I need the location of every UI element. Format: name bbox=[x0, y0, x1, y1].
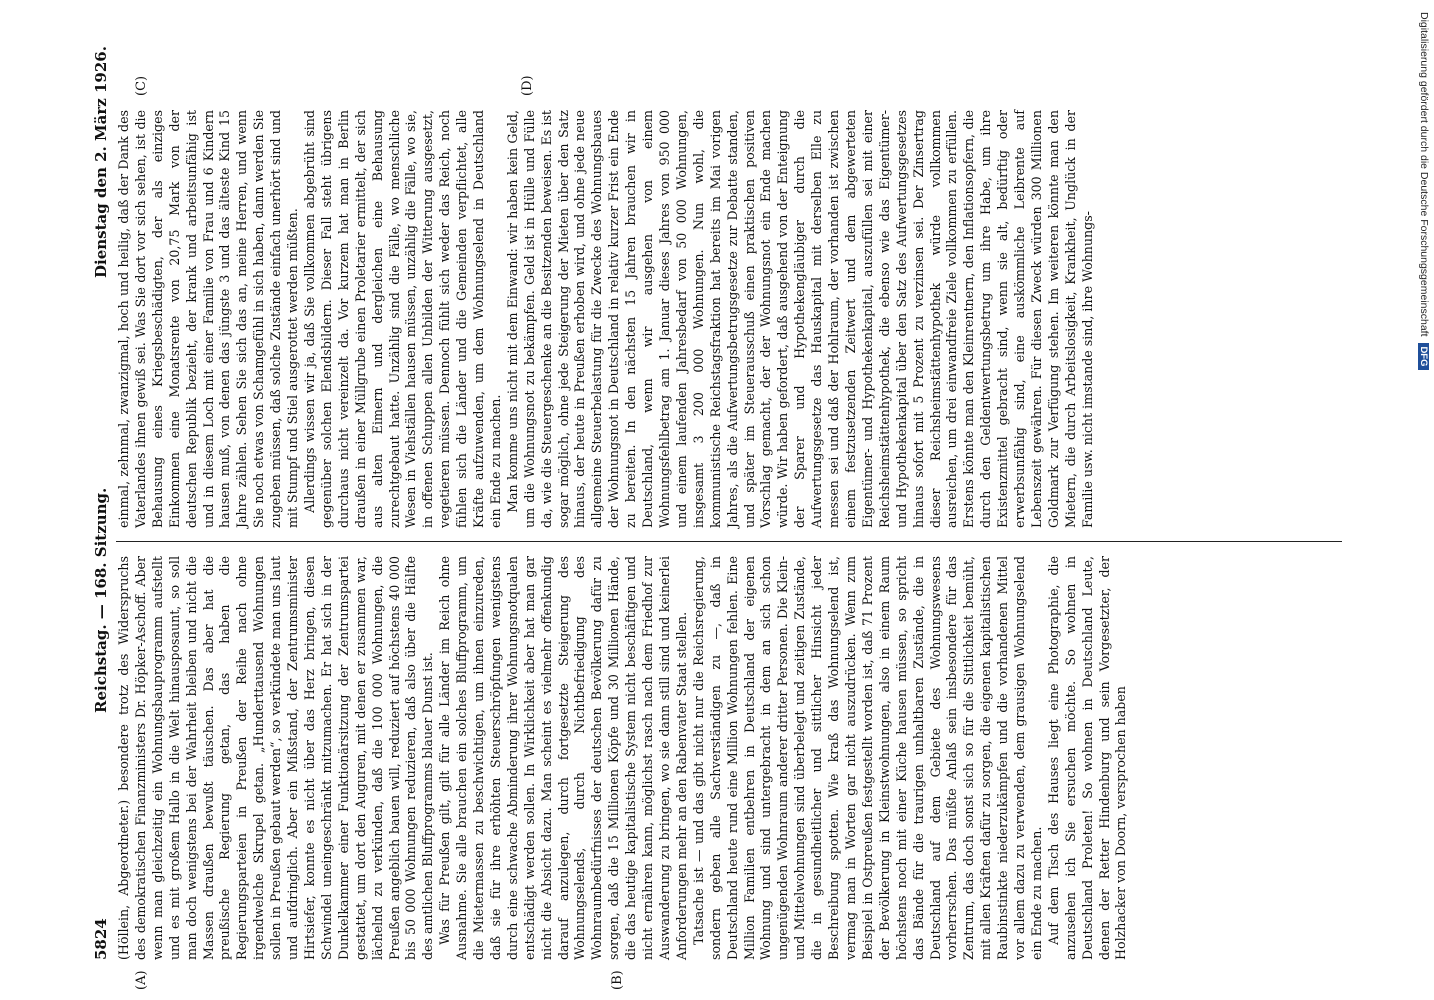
margin-marker-a: (A) bbox=[134, 970, 149, 990]
text-column-left bbox=[116, 556, 1130, 960]
paragraph: Auf dem Tisch des Hauses liegt eine Photographie, die anzusehen ich Sie ersuchen möchte. So wohnen in Deutschland Proleten! So wohnen in Deutschland Leute, denen der Retter Hindenburg und sein Vorgesetzter, der Holzhacker von Doorn, versprochen haben bbox=[1045, 556, 1129, 960]
paragraph: einmal, zehnmal, zwanzigmal, hoch und heilig, daß der Dank des Vaterlandes ihnen gewiß sei. Was Sie dort vor sich sehen, ist die Behausung eines Kriegsbeschädigten, der als einziges Einkommen eine Monatsrente von 20,75 Mark von der deutschen Republik bezieht, der krank und arbeitsunfähig ist und in diesem Loch mit einer Familie von Frau und 6 Kindern hausen muß, von denen das jüngste 3 und das älteste Kind 15 Jahre zählen. Sehen Sie sich das an, meine Herren, und wenn Sie noch etwas von Schamgefühl in sich haben, dann werden Sie zugeben müssen, daß solche Zustände einfach unerhört sind und mit Stumpf und Stiel ausgerottet werden müßten. bbox=[116, 110, 301, 528]
paragraph: Tatsache ist — und das gibt nicht nur die Reichsregierung, sondern geben alle Sachverständigen zu —, daß in Deutschland heute rund eine Million Wohnungen fehlen. Eine Million Familien entbehren in Deutschland der eigenen Wohnung und sind untergebracht in dem an sich schon ungenügenden Wohnraum anderer dritter Personen. Die Klein- und Mittelwohnungen sind überbelegt und zeitigen Zustände, die in gesundheitlicher und sittlicher Hinsicht jeder Beschreibung spotten. Wie kraß das Wohnungselend ist, vermag man in Worten gar nicht auszudrücken. Wenn zum Beispiel in Ostpreußen festgestellt worden ist, daß 71 Prozent der Bevölkerung in Kleinstwohnungen, also in einem Raum höchstens noch mit einer Küche hausen müssen, so spricht das Bände für die traurigen unhaltbaren Zustände, die in Deutschland auf dem Gebiete des Wohnungswesens vorherrschen. Das müßte Anlaß sein insbesondere für das Zentrum, das doch sonst sich so für die Sittlichkeit bemüht, mit allen Kräften dafür zu sorgen, die eigenen kapitalistischen Raubinstinkte niederzukämpfen und die vorhandenen Mittel vor allem dazu zu verwenden, dem grausigen Wohnungselend ein Ende zu machen. bbox=[690, 556, 1044, 960]
margin-marker-b: (B) bbox=[610, 970, 625, 990]
paragraph: Man komme uns nicht mit dem Einwand: wir haben kein Geld, um die Wohnungsnot zu bekämpfen. Geld ist in Hülle und Fülle da, wie die Steuergeschenke an die Besitzenden beweisen. Es ist sogar möglich, ohne jede Steigerung der Mieten über den Satz hinaus, der heute in Preußen erhoben wird, und ohne jede neue allgemeine Steuerbelastung für die Zwecke des Wohnungsbaues der Wohnungsnot in Deutschland in relativ kurzer Frist ein Ende zu bereiten. In den nächsten 15 Jahren brauchen wir in Deutschland, wenn wir ausgehen von einem Wohnungsfehlbetrag am 1. Januar dieses Jahres von 950 000 und einem laufenden Jahresbedarf von 50 000 Wohnungen, insgesamt 3 200 000 Wohnungen. Nun wohl, die kommunistische Reichstagsfraktion hat bereits im Mai vorigen Jahres, als die Aufwertungsbetrugsgesetze zur Debatte standen, und später im Steuerausschuß einen praktischen positiven Vorschlag gemacht, der der Wohnungsnot ein Ende machen würde. Wir haben gefordert, daß ausgehend von der Enteignung der Sparer und Hypothekengläubiger durch die Aufwertungsgesetze das Hauskapital mit derselben Elle zu messen sei und daß der Hohlraum, der vorhanden ist zwischen einem festzusetzenden Zeitwert und dem abgewerteten Eigentümer- und Hypothekenkapital, auszufüllen sei mit einer Reichsheimstättenhypothek, die ebenso wie das Eigentümer- und Hypothekenkapital über den Satz des Aufwertungsgesetzes hinaus sofort mit 5 Prozent zu verzinsen sei. Der Zinsertrag dieser Reichsheimstättenhypothek würde vollkommen ausreichen, um drei einwandfreie Ziele vollkommen zu erfüllen. Erstens könnte man den Kleinrentnern, den Inflationsopfern, die durch den Geldentwertungsbetrug um ihre Habe, um ihre Existenzmittel gebracht sind, wenn sie alt, bedürftig oder erwerbsunfähig sind, eine auskömmliche Leibrente auf Lebenszeit gewähren. Für diesen Zweck würden 300 Millionen Goldmark zur Verfügung stehen. Im weiteren könnte man den Mietern, die durch Arbeitslosigkeit, Krankheit, Unglück in der Familie usw. nicht imstande sind, ihre Wohnungs- bbox=[504, 110, 1095, 528]
margin-marker-c: (C) bbox=[134, 75, 149, 96]
digitization-note bbox=[1406, 6, 1434, 994]
funding-note: Digitalisierung gefördert durch die Deutsche Forschungsgemeinschaft bbox=[1418, 12, 1430, 337]
document-page bbox=[90, 38, 1350, 990]
session-title: Reichstag. — 168. Sitzung. bbox=[92, 487, 110, 713]
page-header bbox=[90, 38, 112, 968]
dfg-logo: DFG bbox=[1418, 343, 1429, 369]
page-number: 5824 bbox=[92, 918, 110, 960]
paragraph: Was für Preußen gilt, gilt für alle Länder im Reich ohne Ausnahme. Sie alle brauchen ein solches Bluffprogramm, um die Mietermassen zu beschwichtigen, um ihnen einzureden, daß sie für ihre erhöhten Steuerschröpfungen wenigstens durch eine schwache Abminderung ihrer Wohnungsnotqualen entschädigt werden sollen. In Wirklichkeit aber hat man gar nicht die Absicht dazu. Man scheint es vielmehr offenkundig darauf anzulegen, durch fortgesetzte Steigerung des Wohnungselends, durch Nichtbefriedigung des Wohnraumbedürfnisses der deutschen Bevölkerung dafür zu sorgen, daß die 15 Millionen Köpfe und 30 Millionen Hände, die das heutige kapitalistische System nicht beschäftigen und nicht ernähren kann, möglichst rasch nach dem Friedhof zur Auswanderung zu bringen, wo sie dann still sind und keinerlei Anforderungen mehr an den Rabenvater Staat stellen. bbox=[437, 556, 689, 960]
paragraph: (Höllein, Abgeordneter.) besondere trotz des Widerspruchs des demokratischen Finanzministers Dr. Höpker-Aschoff. Aber wenn man gleichzeitig ein Wohnungsbauprogramm aufstellt und es mit großem Hallo in die Welt hinausposaunt, so soll man doch wenigstens bei der Wahrheit bleiben und nicht die Massen draußen bewußt täuschen. Das aber hat die preußische Regierung getan, das haben die Regierungsparteien in Preußen der Reihe nach ohne irgendwelche Skrupel getan. „Hunderttausend Wohnungen sollen in Preußen gebaut werden“, so verkündete man uns laut und aufdringlich. Aber ein Mißstand, der Zentrumsminister Hirtsiefer, konnte es nicht über das Herz bringen, diesen Schwindel uneingeschränkt mitzumachen. Er hat sich in der Dunkelkammer einer Funktionärsitzung der Zentrumspartei gestattet, um dort den Auguren, mit denen er zusammen war, lächelnd zu verkünden, daß die 100 000 Wohnungen, die Preußen angeblich bauen will, reduziert auf höchstens 40 000 bis 50 000 Wohnungen reduzieren, daß also über die Hälfte des amtlichen Bluffprogramms blauer Dunst ist. bbox=[116, 556, 436, 960]
margin-marker-d: (D) bbox=[520, 75, 535, 96]
text-column-right bbox=[116, 110, 1097, 528]
column-divider bbox=[116, 541, 1342, 542]
session-date: Dienstag den 2. März 1926. bbox=[92, 46, 110, 278]
paragraph: Allerdings wissen wir ja, daß Sie vollkommen abgebrüht sind gegenüber solchen Elendsbildern. Dieser Fall steht übrigens durchaus nicht vereinzelt da. Vor kurzem hat man in Berlin draußen in einer Müllgrube einen Proletarier ermittelt, der sich aus alten Eimern und dergleichen eine Behausung zurechtgebaut hatte. Unzählig sind die Fälle, wo menschliche Wesen in Viehställen hausen müssen, unzählig die Fälle, wo sie, in offenen Schuppen allen Unbilden der Witterung ausgesetzt, vegetieren müssen. Dennoch fühlt sich weder das Reich, noch fühlen sich die Länder und die Gemeinden verpflichtet, alle Kräfte aufzuwenden, um dem Wohnungselend in Deutschland ein Ende zu machen. bbox=[301, 110, 503, 528]
